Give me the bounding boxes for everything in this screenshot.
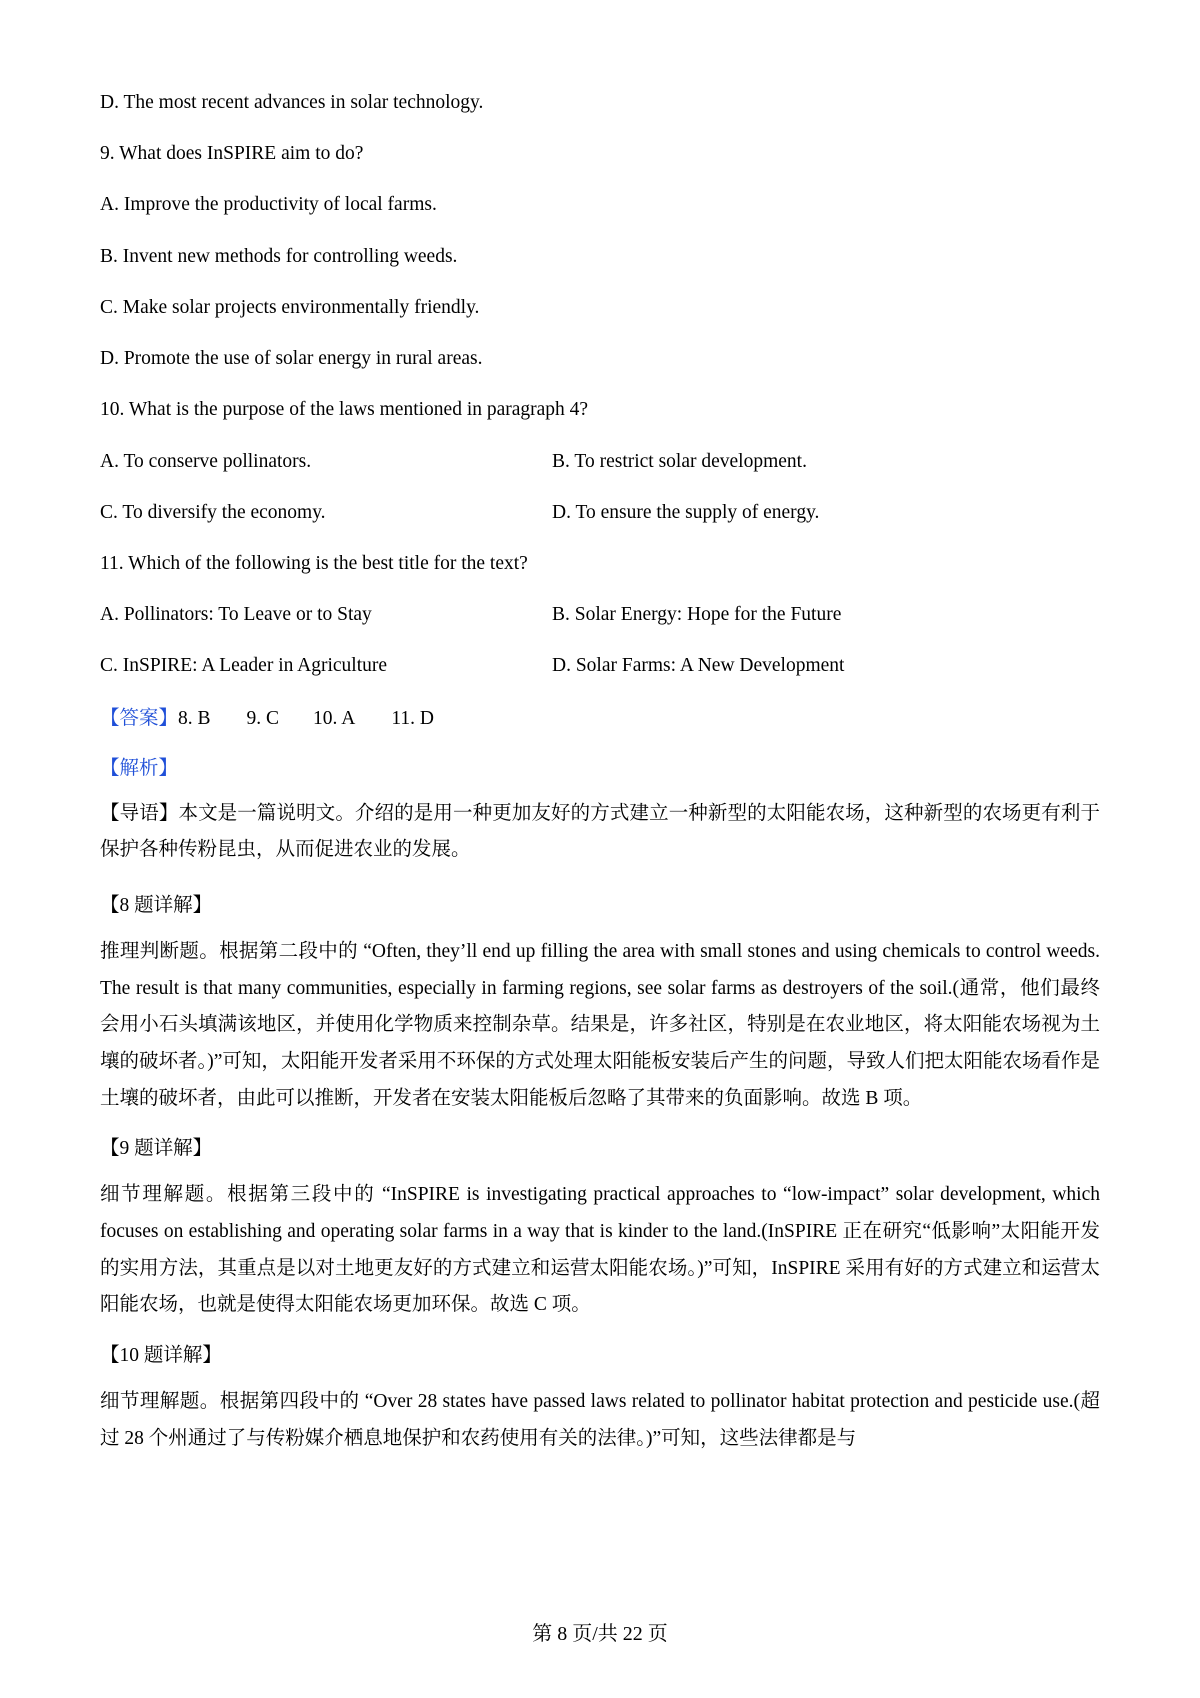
question-stem: 11. Which of the following is the best title for the text? <box>100 552 528 574</box>
question-option: C. To diversify the economy. <box>100 501 326 523</box>
question-option: C. InSPIRE: A Leader in Agriculture <box>100 655 388 677</box>
detail-heading-8: 【8 题详解】 <box>100 894 213 916</box>
question-option: A. To conserve pollinators. <box>100 450 312 472</box>
answer-item-9: 9. C <box>246 707 280 729</box>
question-option: D. Promote the use of solar energy in rural areas. <box>100 348 483 370</box>
question-option: D. Solar Farms: A New Development <box>552 655 845 677</box>
option-row <box>100 447 1100 477</box>
question-option: B. Invent new methods for controlling weeds. <box>100 245 458 267</box>
option-row <box>100 651 1100 681</box>
answer-block <box>100 703 1100 734</box>
question-option: D. To ensure the supply of energy. <box>552 501 820 523</box>
question-option: B. Solar Energy: Hope for the Future <box>552 604 842 626</box>
answer-item-11: 11. D <box>391 707 434 729</box>
question-option: C. Make solar projects environmentally friendly. <box>100 296 480 318</box>
question-stem: 10. What is the purpose of the laws mentioned in paragraph 4? <box>100 399 589 421</box>
guide-label: 【导语】 <box>100 802 179 824</box>
question-stem: 9. What does InSPIRE aim to do? <box>100 143 364 165</box>
question-option: A. Improve the productivity of local farms. <box>100 194 437 216</box>
option-row <box>100 600 1100 630</box>
detail-heading-10: 【10 题详解】 <box>100 1344 222 1366</box>
page-footer: 第 8 页/共 22 页 <box>532 1623 668 1645</box>
analysis-label: 【解析】 <box>100 757 179 779</box>
guide-paragraph <box>100 796 1100 868</box>
detail-paragraph-8: 推理判断题。根据第二段中的 “Often, they’ll end up filling the area with small stones and using chemicals to control weeds. The result is that many communities, especially in farming regions, see solar farms as destroyers of the soil.(通常，他们最终会用小石头填满该地区，并使用化学物质来控制杂草。结果是，许多社区，特别是在农业地区，将太阳能农场视为土壤的破坏者。)”可知，太阳能开发者采用不环保的方式处理太阳能板安装后产生的问题，导致人们把太阳能农场看作是土壤的破坏者，由此可以推断，开发者在安装太阳能板后忽略了其带来的负面影响。故选 B 项。 <box>100 941 1100 1109</box>
answer-item-10: 10. A <box>313 707 356 729</box>
detail-paragraph-10: 细节理解题。根据第四段中的 “Over 28 states have passed laws related to pollinator habitat protection and pesticide use.(超过 28 个州通过了与传粉媒介栖息地保护和农药使用有关的法律。)”可知，这些法律都是与 <box>100 1391 1100 1449</box>
detail-paragraph-9: 细节理解题。根据第三段中的 “InSPIRE is investigating practical approaches to “low-impact” solar development, which focuses on establishing and operating solar farms in a way that is kinder to the land.(InSPIRE 正在研究“低影响”太阳能开发的实用方法，其重点是以对土地更友好的方式建立和运营太阳能农场。)”可知，InSPIRE 采用有好的方式建立和运营太阳能农场，也就是使得太阳能农场更加环保。故选 C 项。 <box>100 1184 1100 1316</box>
question-option: B. To restrict solar development. <box>552 450 807 472</box>
guide-text: 本文是一篇说明文。介绍的是用一种更加友好的方式建立一种新型的太阳能农场，这种新型的农场更有利于保护各种传粉昆虫，从而促进农业的发展。 <box>100 802 1100 860</box>
answer-item-8: 8. B <box>178 707 211 729</box>
detail-heading-9: 【9 题详解】 <box>100 1138 213 1160</box>
question-option: A. Pollinators: To Leave or to Stay <box>100 604 372 626</box>
answer-label: 【答案】 <box>100 707 179 729</box>
option-row <box>100 498 1100 528</box>
question-option: D. The most recent advances in solar technology. <box>100 92 484 113</box>
